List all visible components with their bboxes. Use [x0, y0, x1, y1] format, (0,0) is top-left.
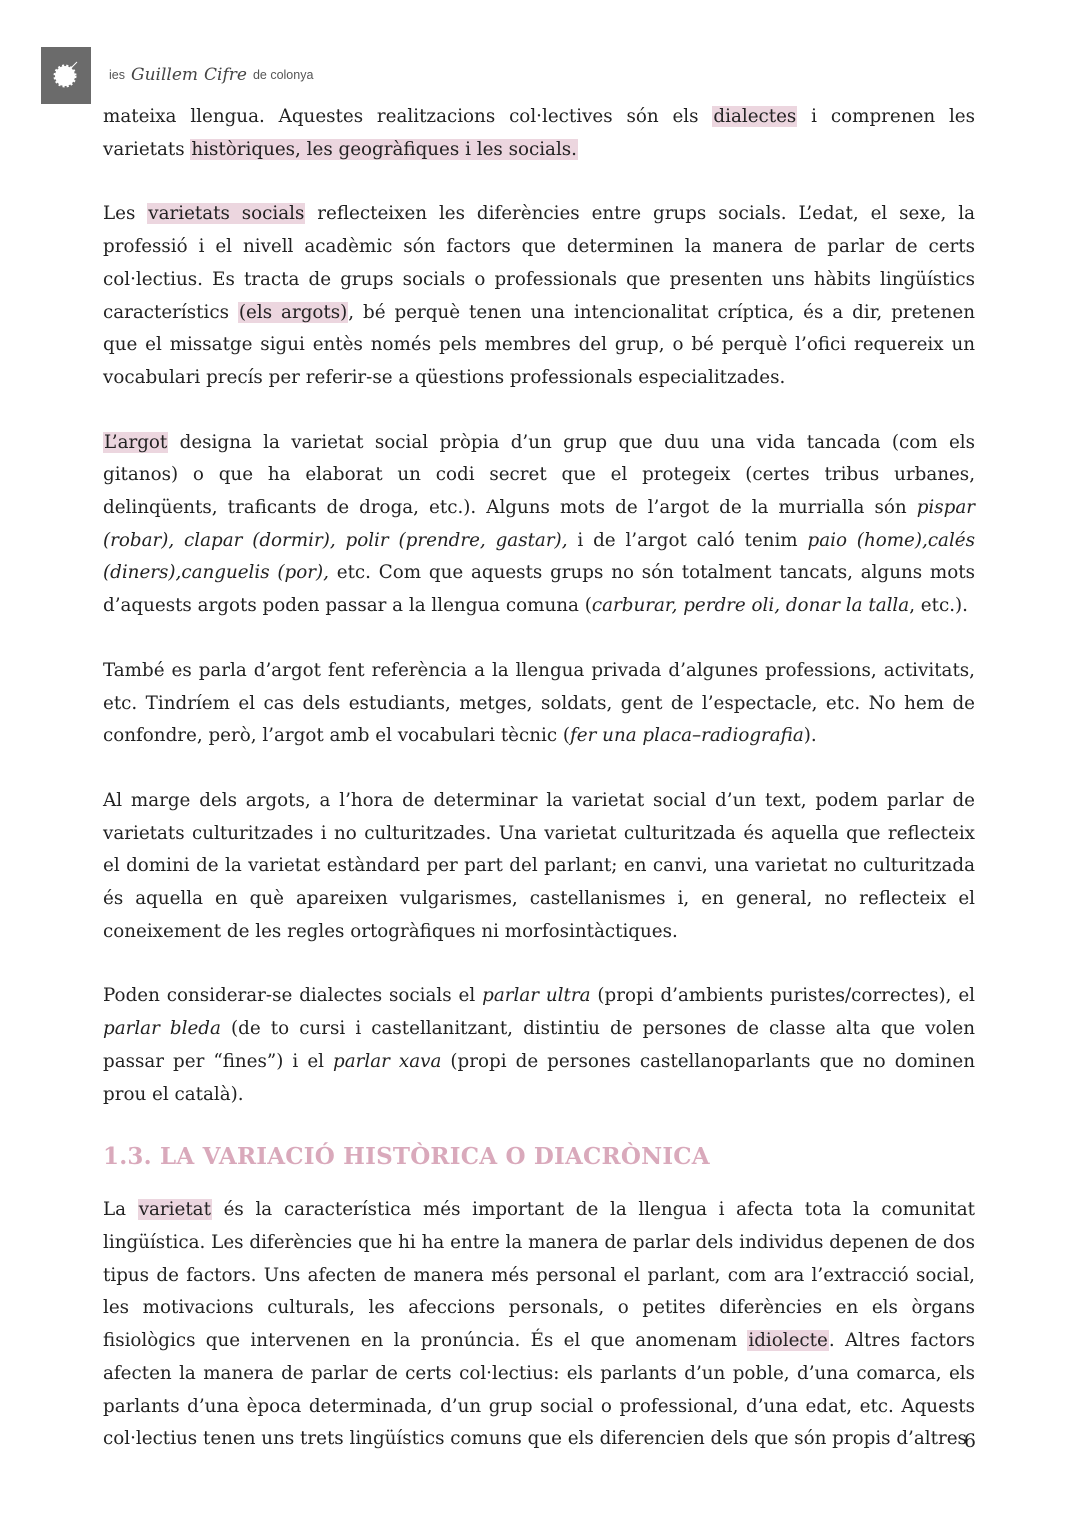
text: és la característica més important de la llengua i afecta tota la comunitat lingüística. Les diferències que hi ha entre la manera de parlar dels individus depenen de dos tipus de factors. Uns afecten de manera més personal el parlant, com ara l’extracció social, les motivacions culturals, les afeccions personals, o petites diferències en els òrgans fisiològics que intervenen en la pronúncia. És el que anomenam: [103, 1199, 976, 1352]
school-script-name-1: Guillem: [130, 65, 199, 85]
highlight-els-argots: (els argots): [238, 301, 348, 323]
school-logo: [41, 47, 91, 104]
paragraph-varietat: [103, 1194, 975, 1456]
highlight-argot: L’argot: [104, 431, 168, 453]
italic-term: parlar ultra: [482, 985, 591, 1007]
text: (propi d’ambients puristes/correctes), el: [590, 985, 976, 1007]
paragraph-argot: [103, 427, 975, 623]
text: , etc.).: [909, 595, 968, 617]
text: (de to cursi i castellanitzant, distintiu de persones de classe alta que volen passar per “fines”) i el: [103, 1018, 975, 1072]
paragraph-dialectes: [103, 101, 975, 166]
text: Poden considerar-se dialectes socials el: [103, 985, 483, 1007]
text: Al marge dels argots, a l’hora de determinar la varietat social d’un text, podem parlar de varietats culturitzades i no culturitzades. Una varietat culturitzada és aquella que reflecteix el domini de la varietat estàndard per part del parlant; en canvi, una varietat no culturitzada és aquella en què apareixen vulgarismes, castellanismes i, en general, no reflecteix el coneixement de les regles ortogràfiques ni morfosintàctiques.: [103, 789, 975, 942]
page-number: 6: [963, 1430, 976, 1452]
text: Les: [103, 203, 148, 225]
paragraph-culturitzades: [103, 785, 975, 949]
italic-term: parlar xava: [333, 1050, 442, 1072]
highlight-varietats: històriques, les geogràfiques i les socials.: [191, 138, 577, 160]
paragraph-argot-professions: [103, 655, 975, 753]
text: i comprenen les varietats: [103, 106, 975, 160]
page-header: [41, 46, 313, 104]
section-heading: 1.3. LA VARIACIÓ HISTÒRICA O DIACRÒNICA: [103, 1143, 710, 1171]
text: També es parla d’argot fent referència a la llengua privada d’algunes professions, activitats, etc. Tindríem el cas dels estudiants, metges, soldats, gent de l’espectacle, etc. No hem de confondre, però, l’argot amb el vocabulari tècnic (: [103, 659, 975, 747]
italic-examples: carburar, perdre oli, donar la talla: [591, 595, 910, 617]
school-script-name-2: Cifre: [204, 65, 247, 85]
text: ).: [803, 725, 817, 747]
italic-examples: pispar (robar), clapar (dormir), polir (prendre, gastar),: [103, 497, 975, 551]
text: i de l’argot caló tenim: [567, 529, 808, 551]
text: etc. Com que aquests grups no són totalment tancats, alguns mots d’aquests argots poden passar a la llengua comuna (: [103, 562, 975, 617]
highlight-varietat: varietat: [138, 1199, 211, 1221]
text: reflecteixen les diferències entre grups socials. L’edat, el sexe, la professió i el nivell acadèmic són factors que determinen la manera de parlar de certs col·lectius. Es tracta de grups socials o professionals que presenten uns hàbits lingüístics característics: [103, 203, 975, 323]
text: , bé perquè tenen una intencionalitat críptica, és a dir, pretenen que el missatge sigui entès només pels membres del grup, o bé perquè l’ofici requereix un vocabulari precís per referir-se a qüestions professionals especialitzades.: [103, 301, 975, 388]
italic-example: fer una placa–radiografia: [570, 725, 804, 747]
page-content: [103, 101, 975, 1488]
paragraph-dialectes-socials: [103, 980, 975, 1111]
school-suffix: de colonya: [252, 68, 314, 82]
text: La: [103, 1199, 138, 1221]
school-prefix: ies: [109, 68, 125, 82]
italic-term: parlar bleda: [103, 1018, 221, 1040]
logo-emblem-icon: [51, 60, 81, 90]
italic-examples: paio (home),calés (diners),canguelis (por),: [103, 529, 976, 584]
highlight-idiolecte: idiolecte: [748, 1330, 828, 1352]
school-name: [109, 65, 313, 85]
text: . Altres factors afecten la manera de parlar de certs col·lectius: els parlants d’un poble, d’una comarca, els parlants d’una època determinada, d’un grup social o professional, d’una edat, etc. Aquests col·lectius tenen uns trets lingüístics comuns que els diferencien dels que són propis d’altres: [103, 1330, 975, 1450]
paragraph-varietats-socials: [103, 198, 975, 394]
highlight-dialectes: dialectes: [713, 106, 797, 127]
text: (propi de persones castellanoparlants que no dominen prou el català).: [103, 1050, 976, 1105]
highlight-varietats-socials: varietats socials: [148, 203, 305, 225]
text: mateixa llengua. Aquestes realitzacions col·lectives són els: [103, 106, 713, 127]
text: designa la varietat social pròpia d’un grup que duu una vida tancada (com els gitanos) o que ha elaborat un codi secret que el protegeix (certes tribus urbanes, delinqüents, traficants de droga, etc.). Alguns mots de l’argot de la murrialla són: [103, 431, 975, 519]
